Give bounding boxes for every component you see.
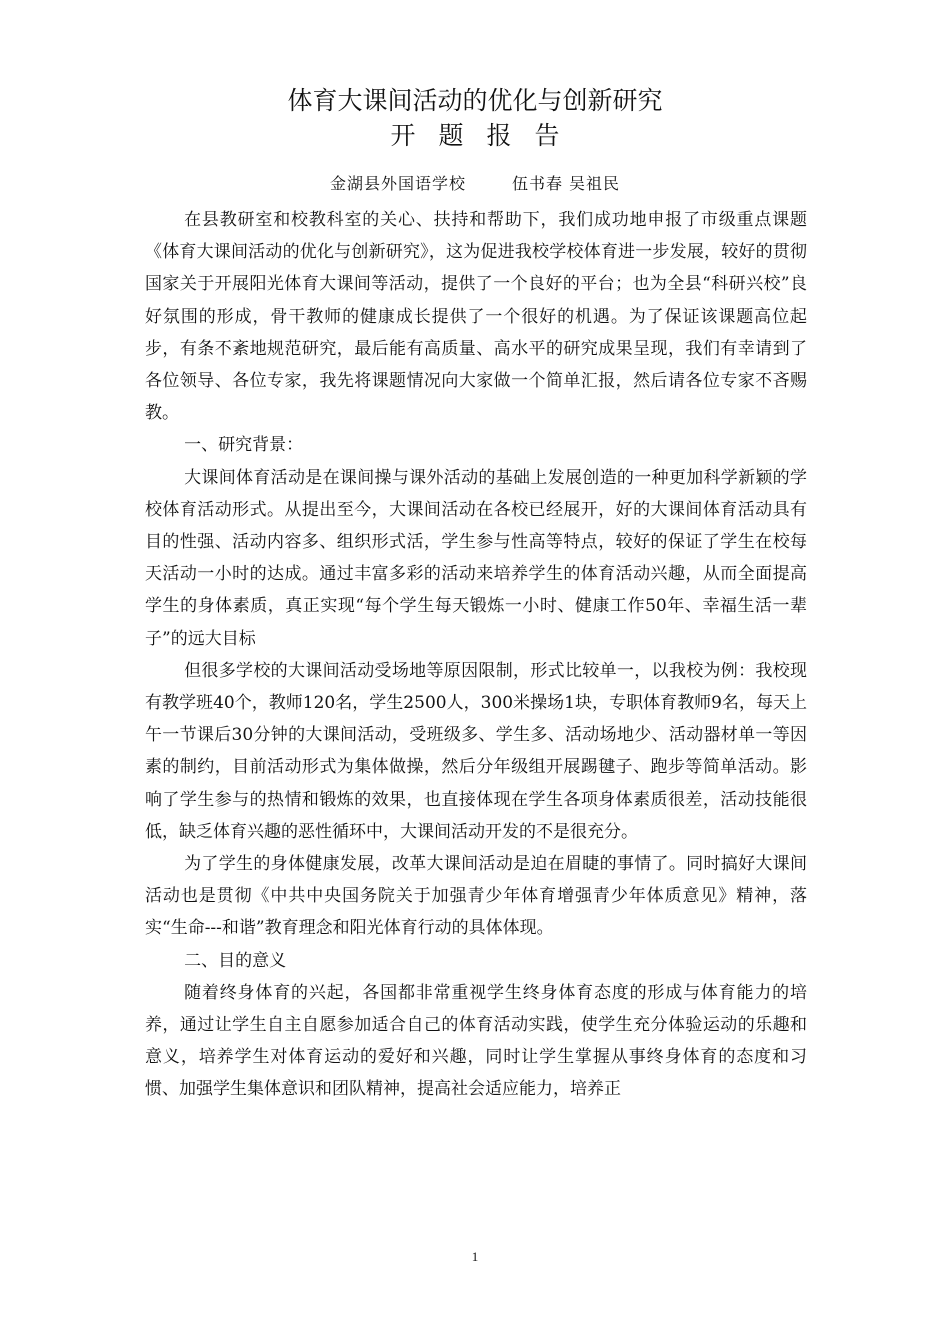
section-heading-purpose: 二、目的意义 — [184, 950, 287, 971]
author-names: 伍书春 吴祖民 — [511, 174, 621, 193]
paragraph-intro: 在县教研室和校教科室的关心、扶持和帮助下，我们成功地申报了市级重点课题《体育大课间活动的优化与创新研究》，这为促进我校学校体育进一步发展，较好的贯彻国家关于开展阳光体育大课间等活动，提供了一个良好的平台；也为全县“科研兴校”良好氛围的形成，骨干教师的健康成长提供了一个很好的机遇。为了保证该课题高位起步，有条不紊地规范研究，最后能有高质量、高水平的研究成果呈现，我们有幸请到了各位领导、各位专家，我先将课题情况向大家做一个简单汇报，然后请各位专家不吝赐教。 — [145, 210, 807, 424]
school-name: 金湖县外国语学校 — [329, 174, 466, 193]
document-subtitle: 开题报告 — [390, 121, 583, 150]
paragraph-background-1: 大课间体育活动是在课间操与课外活动的基础上发展创造的一种更加科学新颖的学校体育活动形式。从提出至今，大课间活动在各校已经展开，好的大课间体育活动具有目的性强、活动内容多、组织形式活，学生参与性高等特点，较好的保证了学生在校每天活动一小时的达成。通过丰富多彩的活动来培养学生的体育活动兴趣，从而全面提高学生的身体素质，真正实现“每个学生每天锻炼一小时、健康工作50年、幸福生活一辈子”的远大目标 — [145, 467, 807, 649]
paragraph-purpose-1: 随着终身体育的兴起，各国都非常重视学生终身体育态度的形成与体育能力的培养，通过让学生自主自愿参加适合自己的体育活动实践，使学生充分体验运动的乐趣和意义，培养学生对体育运动的爱好和兴趣，同时让学生掌握从事终身体育的态度和习惯、加强学生集体意识和团队精神，提高社会适应能力，培养正 — [145, 982, 807, 1100]
paragraph-background-2: 但很多学校的大课间活动受场地等原因限制，形式比较单一，以我校为例：我校现有教学班40个，教师120名，学生2500人，300米操场1块，专职体育教师9名，每天上午一节课后30分钟的大课间活动，受班级多、学生多、活动场地少、活动器材单一等因素的制约，目前活动形式为集体做操，然后分年级组开展踢毽子、跑步等简单活动。影响了学生参与的热情和锻炼的效果，也直接体现在学生各项身体素质很差，活动技能很低，缺乏体育兴趣的恶性循环中，大课间活动开发的不是很充分。 — [145, 660, 807, 842]
section-heading-background: 一、研究背景： — [184, 435, 304, 456]
paragraph-background-3: 为了学生的身体健康发展，改革大课间活动是迫在眉睫的事情了。同时搞好大课间活动也是贯彻《中共中央国务院关于加强青少年体育增强青少年体质意见》精神，落实“生命---和谐”教育理念和阳光体育行动的具体体现。 — [145, 854, 807, 939]
document-title: 体育大课间活动的优化与创新研究 — [287, 86, 663, 115]
author-line — [0, 171, 950, 197]
page-number: 1 — [471, 1249, 479, 1264]
body-text — [145, 204, 807, 1106]
